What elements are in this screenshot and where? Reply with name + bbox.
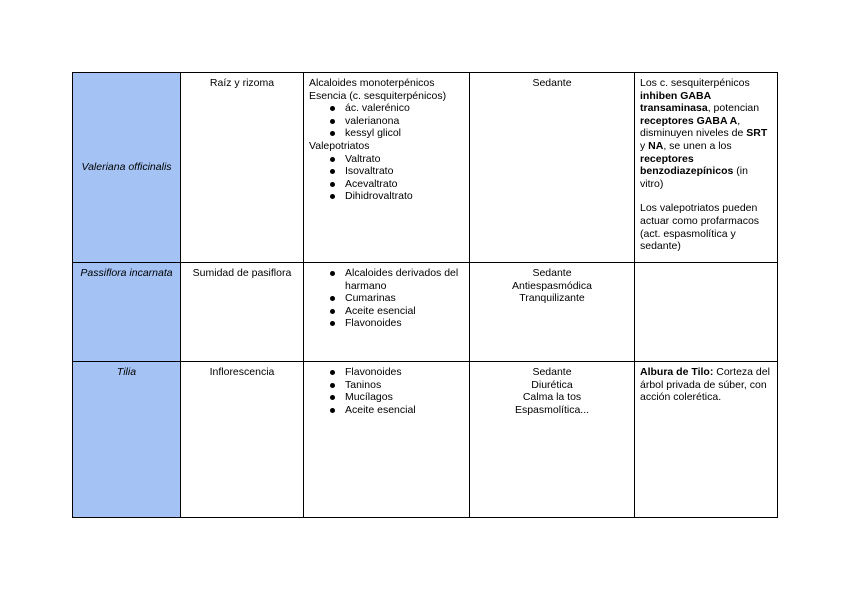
- components-cell: [304, 73, 470, 263]
- note-run-bold: SRT: [746, 127, 768, 140]
- plant-name: Valeriana officinalis: [81, 161, 172, 174]
- plant-name-cell: [73, 263, 181, 362]
- notes-cell: [635, 362, 778, 518]
- list-item: Flavonoides: [345, 317, 464, 330]
- note-run-bold: Albura de Tilo:: [640, 366, 714, 378]
- plant-part: Inflorescencia: [209, 366, 275, 378]
- note-run: , disminuyen niveles de: [640, 114, 747, 140]
- note-run: Corteza del árbol privada de súber, con acción colerética.: [640, 366, 770, 404]
- list-item: Aceite esencial: [345, 404, 464, 417]
- list-item: Alcaloides derivados del harmano: [345, 267, 464, 292]
- note-run: (in vitro): [640, 165, 748, 190]
- notes-cell: [635, 73, 778, 263]
- components-cell: [304, 263, 470, 362]
- note-paragraph: Los valepotriatos pueden actuar como profarmacos (act. espasmolítica y sedante): [640, 202, 760, 253]
- list-item: ác. valerénico: [345, 102, 464, 115]
- list-item: Aceite esencial: [345, 305, 464, 318]
- action-item: Tranquilizante: [519, 292, 585, 305]
- action-cell: [470, 263, 635, 362]
- table-row-passiflora: [73, 263, 778, 362]
- table-row-valeriana: [73, 73, 778, 263]
- list-item: Cumarinas: [345, 292, 464, 305]
- list-item: Dihidrovaltrato: [345, 190, 464, 203]
- action-item: Sedante: [532, 77, 572, 89]
- list-item: Mucílagos: [345, 391, 464, 404]
- components-cell: [304, 362, 470, 518]
- note-run-bold: NA: [648, 139, 664, 152]
- table-row-tilia: [73, 362, 778, 518]
- action-item: Espasmolítica...: [514, 403, 590, 416]
- components-list: [309, 267, 464, 330]
- plant-table: [72, 72, 778, 518]
- note-run: , potencian: [707, 102, 760, 115]
- note-paragraph: [640, 366, 772, 404]
- note-run: Los c. sesquiterpénicos: [640, 77, 750, 89]
- action-cell: [470, 362, 635, 518]
- note-run-bold: inhiben GABA transaminasa: [640, 89, 711, 115]
- action-item: Sedante: [532, 366, 572, 378]
- list-item: Valtrato: [345, 153, 464, 166]
- components-heading: Valepotriatos: [309, 139, 370, 152]
- note-run: y: [640, 139, 649, 152]
- list-item: Taninos: [345, 379, 464, 392]
- plant-name-cell: [73, 362, 181, 518]
- plant-name: Tilia: [116, 366, 137, 378]
- components-list: [309, 102, 464, 140]
- action-item: Sedante: [532, 267, 572, 279]
- components-heading: Esencia (c. sesquiterpénicos): [309, 89, 447, 102]
- notes-cell: [635, 263, 778, 362]
- list-item: valerianona: [345, 115, 464, 128]
- components-heading: Alcaloides monoterpénicos: [309, 77, 435, 89]
- plant-name-cell: [73, 73, 181, 263]
- components-list: [309, 153, 464, 203]
- note-run: , se unen a los: [663, 139, 732, 152]
- plant-part: Sumidad de pasiflora: [192, 267, 292, 279]
- plant-part-cell: [181, 362, 304, 518]
- action-item: Antiespasmódica: [512, 279, 592, 292]
- plant-part: Raíz y rizoma: [209, 77, 275, 89]
- note-run-bold: receptores GABA A: [640, 114, 738, 127]
- list-item: kessyl glicol: [345, 127, 464, 140]
- note-run-bold: receptores benzodiazepínicos: [640, 152, 734, 178]
- plant-part-cell: [181, 263, 304, 362]
- plant-name: Passiflora incarnata: [80, 267, 173, 279]
- list-item: Flavonoides: [345, 366, 464, 379]
- action-item: Diurética: [531, 378, 573, 391]
- action-cell: [470, 73, 635, 263]
- plant-part-cell: [181, 73, 304, 263]
- action-item: Calma la tos: [522, 391, 582, 404]
- components-list: [309, 366, 464, 416]
- list-item: Acevaltrato: [345, 178, 464, 191]
- list-item: Isovaltrato: [345, 165, 464, 178]
- note-paragraph: [640, 77, 772, 190]
